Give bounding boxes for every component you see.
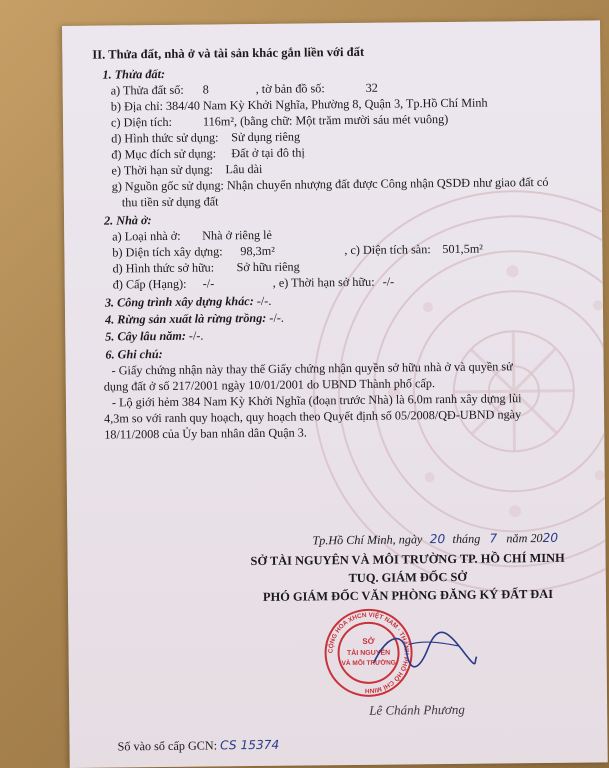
section-title: II. Thửa đất, nhà ở và tài sản khác gắn liền với đất <box>92 44 365 62</box>
purpose-row <box>111 145 305 162</box>
place-date-prefix: Tp.Hồ Chí Minh, ngày <box>312 532 423 548</box>
handwritten-signature <box>368 622 479 683</box>
purpose-value: Đất ở tại đô thị <box>231 145 305 161</box>
stamp-center-top: SỞ <box>362 636 375 646</box>
date-year-suffix: 20 <box>542 530 559 545</box>
forest-value: -/-. <box>269 310 284 325</box>
place-date <box>312 531 558 549</box>
construction-value: -/-. <box>256 293 272 308</box>
month-label: tháng <box>452 531 481 546</box>
stamp-center-bot: VÀ MÔI TRƯỜNG <box>341 659 396 668</box>
year-prefix: năm 20 <box>506 530 543 546</box>
notes-heading: 6. Ghi chú: <box>105 346 163 362</box>
own-term-value: -/- <box>382 274 395 289</box>
forest-label: 4. Rừng sản xuất là rừng trồng: <box>105 310 267 327</box>
date-day: 20 <box>429 532 446 547</box>
origin-row-2: thu tiền sử dụng đất <box>121 194 219 210</box>
use-form-value: Sử dụng riêng <box>231 129 301 145</box>
term-row <box>111 161 263 178</box>
note-1-line-1: - Giấy chứng nhận này thay thế Giấy chứng nhận quyền sở hữu nhà ở và quyền sử <box>111 359 513 378</box>
issuer-line-3: PHÓ GIÁM ĐỐC VĂN PHÒNG ĐĂNG KÝ ĐẤT ĐAI <box>262 586 554 604</box>
own-term-label: , e) Thời hạn sở hữu: <box>272 274 375 290</box>
land-heading: 1. Thửa đất: <box>102 66 166 82</box>
perennial-label: 5. Cây lâu năm: <box>105 328 186 344</box>
parcel-number: 8 <box>202 82 209 97</box>
address-label: b) Địa chỉ: <box>110 98 164 114</box>
house-heading: 2. Nhà ở: <box>103 213 152 228</box>
construction-row <box>105 294 272 311</box>
issuer-line-1: SỞ TÀI NGUYÊN VÀ MÔI TRƯỜNG TP. HỒ CHÍ MINH <box>250 550 565 569</box>
build-area-label: b) Diện tích xây dựng: <box>112 244 223 260</box>
forest-row <box>105 311 284 328</box>
certificate-page <box>62 20 608 768</box>
issuer-line-2: TUQ. GIÁM ĐỐC SỞ <box>348 569 468 586</box>
stamp-center-mid: TÀI NGUYÊN <box>346 649 391 658</box>
note-2-line-2: 4,3m so với ranh quy hoạch, quy hoạch theo Quyết định số 05/2008/QĐ-UBND ngày <box>104 407 522 426</box>
note-2-line-3: 18/11/2008 của Ủy ban nhân dân Quận 3. <box>104 425 307 442</box>
registry-label: Số vào sổ cấp GCN: <box>117 738 218 754</box>
signer-name: Lê Chánh Phương <box>369 701 465 718</box>
house-type-label: a) Loại nhà ở: <box>112 228 181 244</box>
use-form-row <box>111 129 301 146</box>
address-value: 384/40 Nam Kỳ Khởi Nghĩa, Phường 8, Quận 3, Tp.Hồ Chí Minh <box>165 95 488 113</box>
house-type-row <box>112 227 273 245</box>
floor-area-label: , c) Diện tích sàn: <box>344 242 431 258</box>
grade-row <box>112 274 395 293</box>
build-area-value: 98,3m² <box>240 243 275 259</box>
area-label: c) Diện tích: <box>110 114 173 130</box>
area-value: 116m², (bằng chữ: Một trăm mười sáu mét vuông) <box>202 111 449 129</box>
term-label: e) Thời hạn sử dụng: <box>111 162 214 178</box>
registry-number: CS 15374 <box>220 737 280 753</box>
origin-value: Nhận chuyển nhượng đất được Công nhận QSDĐ như giao đất có <box>226 174 549 193</box>
area-row <box>110 111 449 131</box>
purpose-label: đ) Mục đích sử dụng: <box>111 146 217 162</box>
parcel-row <box>110 80 378 99</box>
perennial-value: -/-. <box>188 328 204 343</box>
floor-area-value: 501,5m² <box>442 241 483 257</box>
term-value: Lâu dài <box>225 161 263 177</box>
registry-row <box>117 738 279 755</box>
construction-label: 3. Công trình xây dựng khác: <box>104 294 254 310</box>
parcel-label: a) Thửa đất số: <box>110 82 184 98</box>
own-form-value: Sở hữu riêng <box>236 259 300 275</box>
grade-value: -/- <box>202 276 215 291</box>
own-form-row <box>112 259 300 276</box>
map-number: 32 <box>365 80 378 95</box>
own-form-label: d) Hình thức sở hữu: <box>112 260 215 276</box>
grade-label: đ) Cấp (Hạng): <box>112 276 187 292</box>
note-1-line-2: dụng đất ở số 217/2001 ngày 10/01/2001 do UBND Thành phố cấp. <box>103 376 436 394</box>
stamp-outer-text: CỘNG HÒA XHCN VIỆT NAM · THÀNH PHỐ HỒ CHÍ MINH <box>327 611 410 694</box>
note-2-line-1: - Lộ giới hẻm 384 Nam Kỳ Khởi Nghĩa (đoạn trước Nhà) là 6.0m ranh xây dựng lùi <box>111 391 522 410</box>
perennial-row <box>105 329 203 345</box>
use-form-label: d) Hình thức sử dụng: <box>111 130 219 146</box>
build-area-row <box>112 241 483 260</box>
map-label: , tờ bản đồ số: <box>255 81 325 96</box>
origin-label: g) Nguồn gốc sử dụng: <box>111 178 224 194</box>
date-month: 7 <box>489 531 498 546</box>
house-type-value: Nhà ở riêng lẻ <box>202 227 273 243</box>
